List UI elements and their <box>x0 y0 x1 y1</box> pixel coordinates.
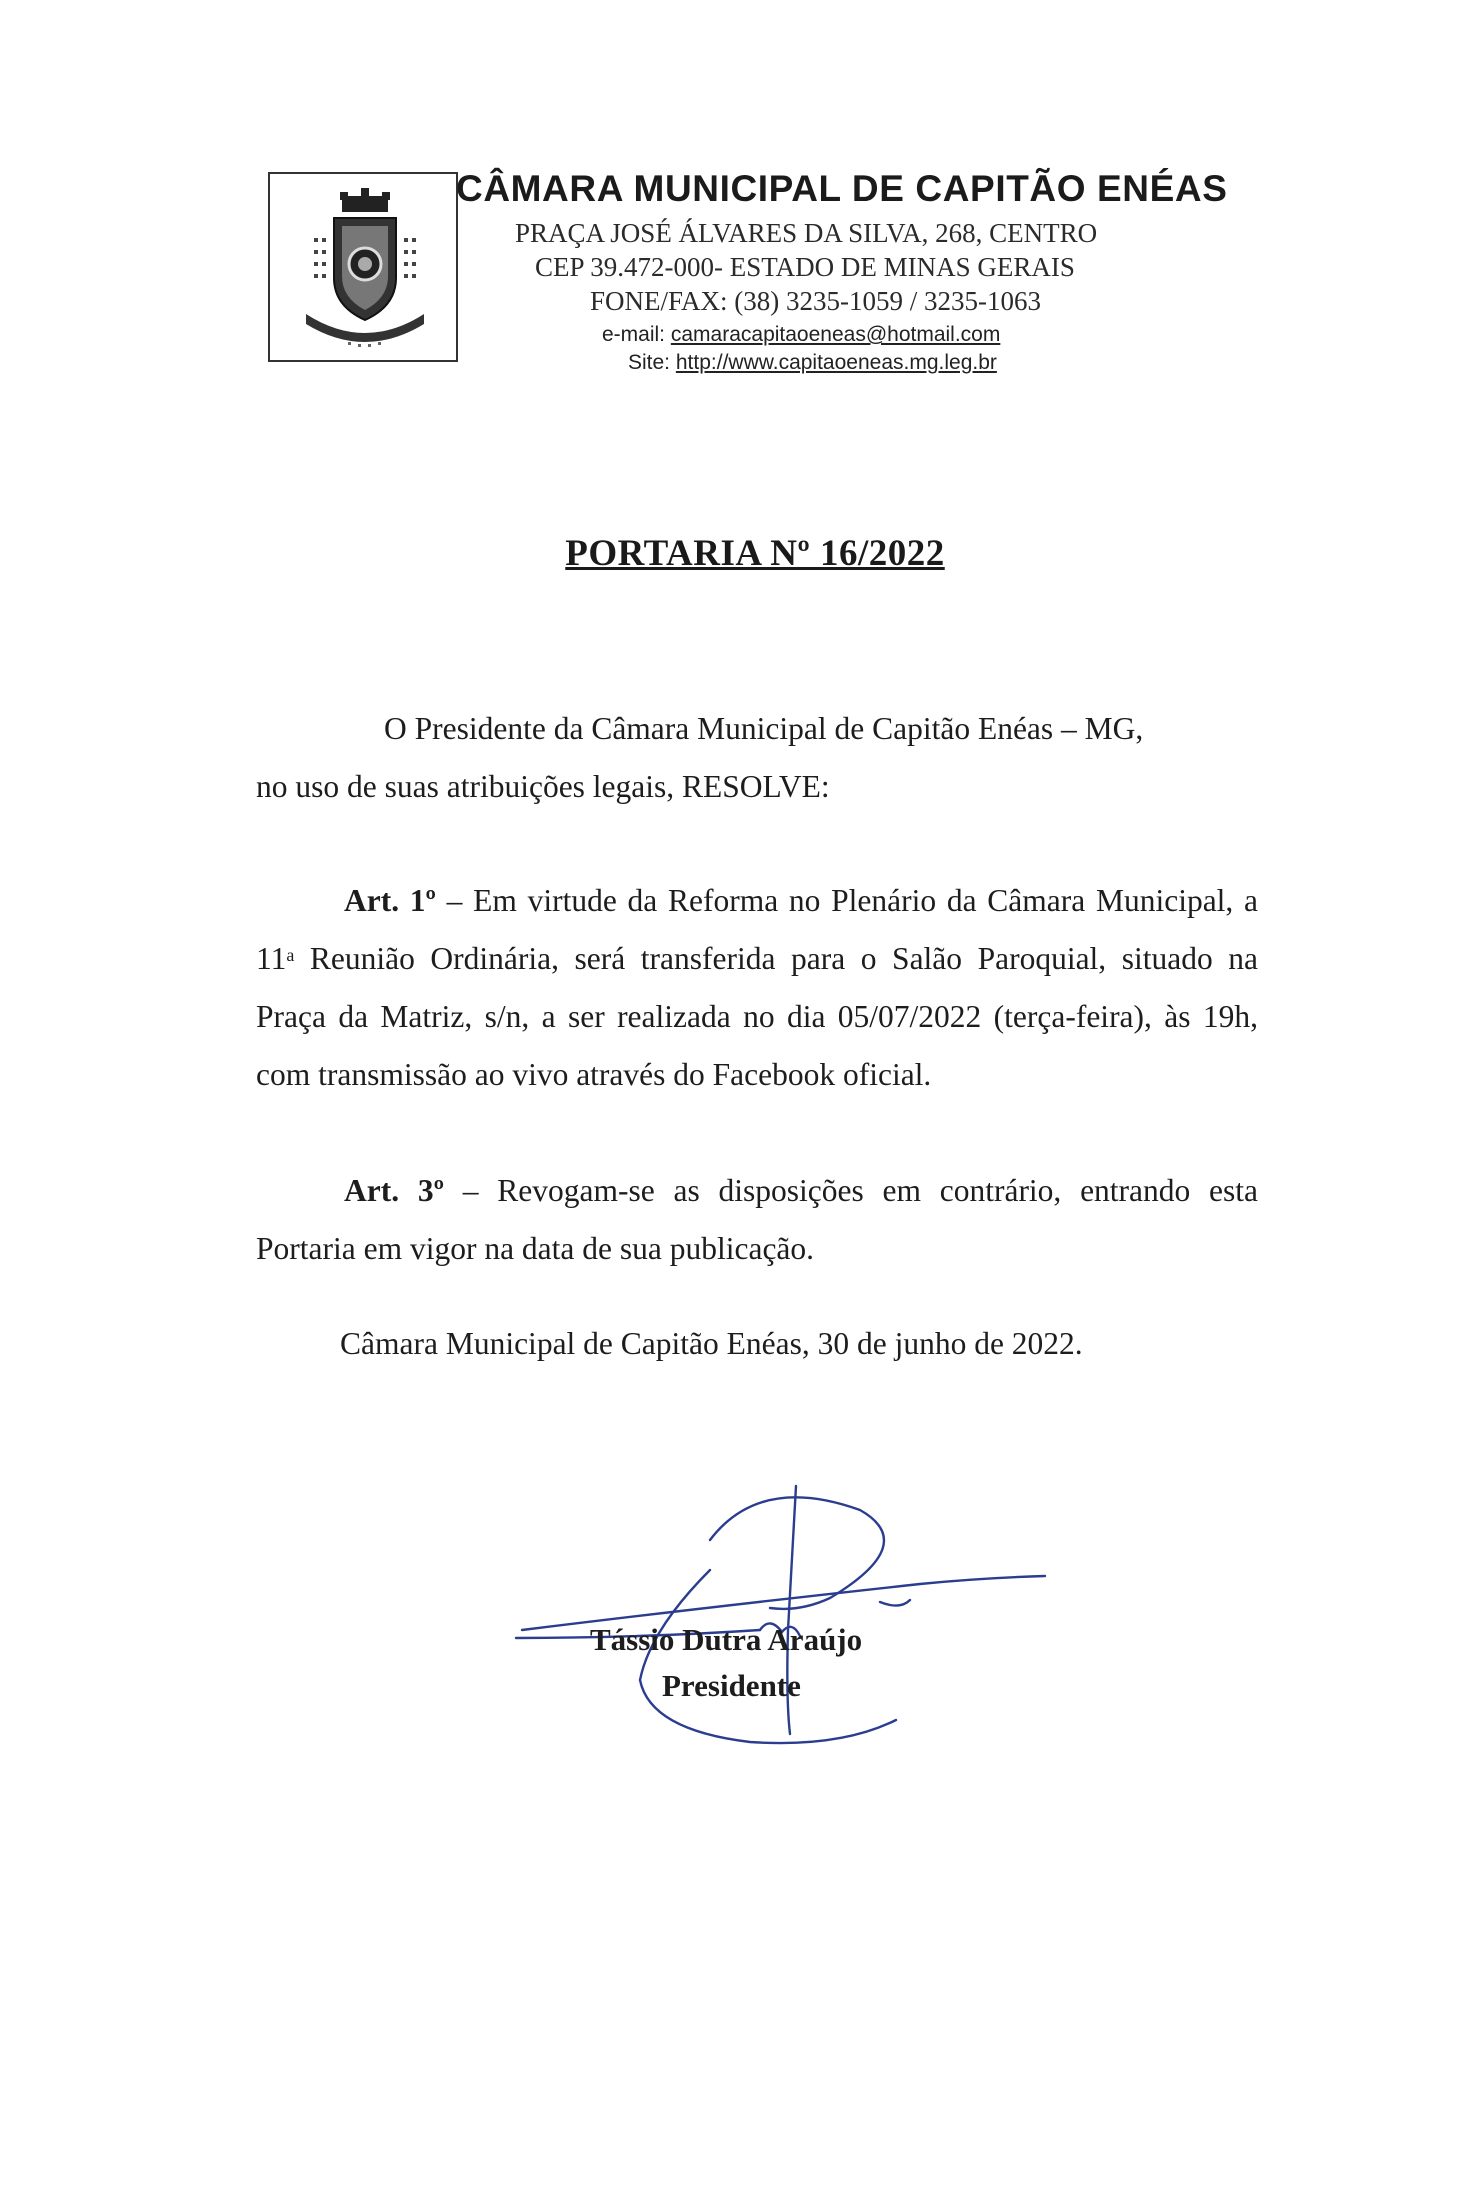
crest-graphic <box>270 174 460 364</box>
header-email-line <box>602 323 1000 347</box>
article-1-label: Art. 1º <box>344 883 436 918</box>
organization-name: CÂMARA MUNICIPAL DE CAPITÃO ENÉAS <box>456 168 1228 209</box>
header-phone: FONE/FAX: (38) 3235-1059 / 3235-1063 <box>590 286 1041 316</box>
email-link[interactable]: camaracapitaoeneas@hotmail.com <box>670 323 1001 346</box>
email-label: e-mail: <box>602 323 666 346</box>
intro-line-2: no uso de suas atribuições legais, RESOLVE: <box>256 769 830 804</box>
document-title: PORTARIA Nº 16/2022 <box>565 533 945 574</box>
intro-paragraph <box>256 700 1258 816</box>
article-1-text-a: – Em virtude da Reforma no Plenário da Câmara Municipal, a 11 <box>256 883 1258 976</box>
article-1-paragraph <box>256 872 1258 1104</box>
intro-line-1: O Presidente da Câmara Municipal de Capitão Enéas – MG, <box>384 711 1144 746</box>
article-1-text-b: Reunião Ordinária, será transferida para o Salão Paroquial, situado na Praça da Matriz, s/n, a ser realizada no dia 05/07/2022 (terça-feira), às 19h, com transmissão ao vivo através do Facebook oficial. <box>256 941 1258 1092</box>
article-3-text: – Revogam-se as disposições em contrário, entrando esta Portaria em vigor na data de sua publicação. <box>256 1173 1258 1266</box>
municipal-crest-icon <box>268 172 458 362</box>
handwritten-signature <box>500 1480 1060 1760</box>
site-link[interactable]: http://www.capitaoeneas.mg.leg.br <box>675 351 997 374</box>
place-date-line: Câmara Municipal de Capitão Enéas, 30 de junho de 2022. <box>340 1326 1083 1361</box>
signer-role: Presidente <box>662 1668 801 1703</box>
signer-name: Tássio Dutra Araújo <box>590 1622 863 1657</box>
header-address: PRAÇA JOSÉ ÁLVARES DA SILVA, 268, CENTRO <box>515 218 1098 248</box>
header-site-line <box>628 351 997 375</box>
article-3-label: Art. 3º <box>344 1173 445 1208</box>
header-cep-state: CEP 39.472-000- ESTADO DE MINAS GERAIS <box>535 252 1075 282</box>
article-1-ordinal-sup: a <box>286 945 295 965</box>
article-3-paragraph <box>256 1162 1258 1278</box>
site-label: Site: <box>628 351 671 374</box>
